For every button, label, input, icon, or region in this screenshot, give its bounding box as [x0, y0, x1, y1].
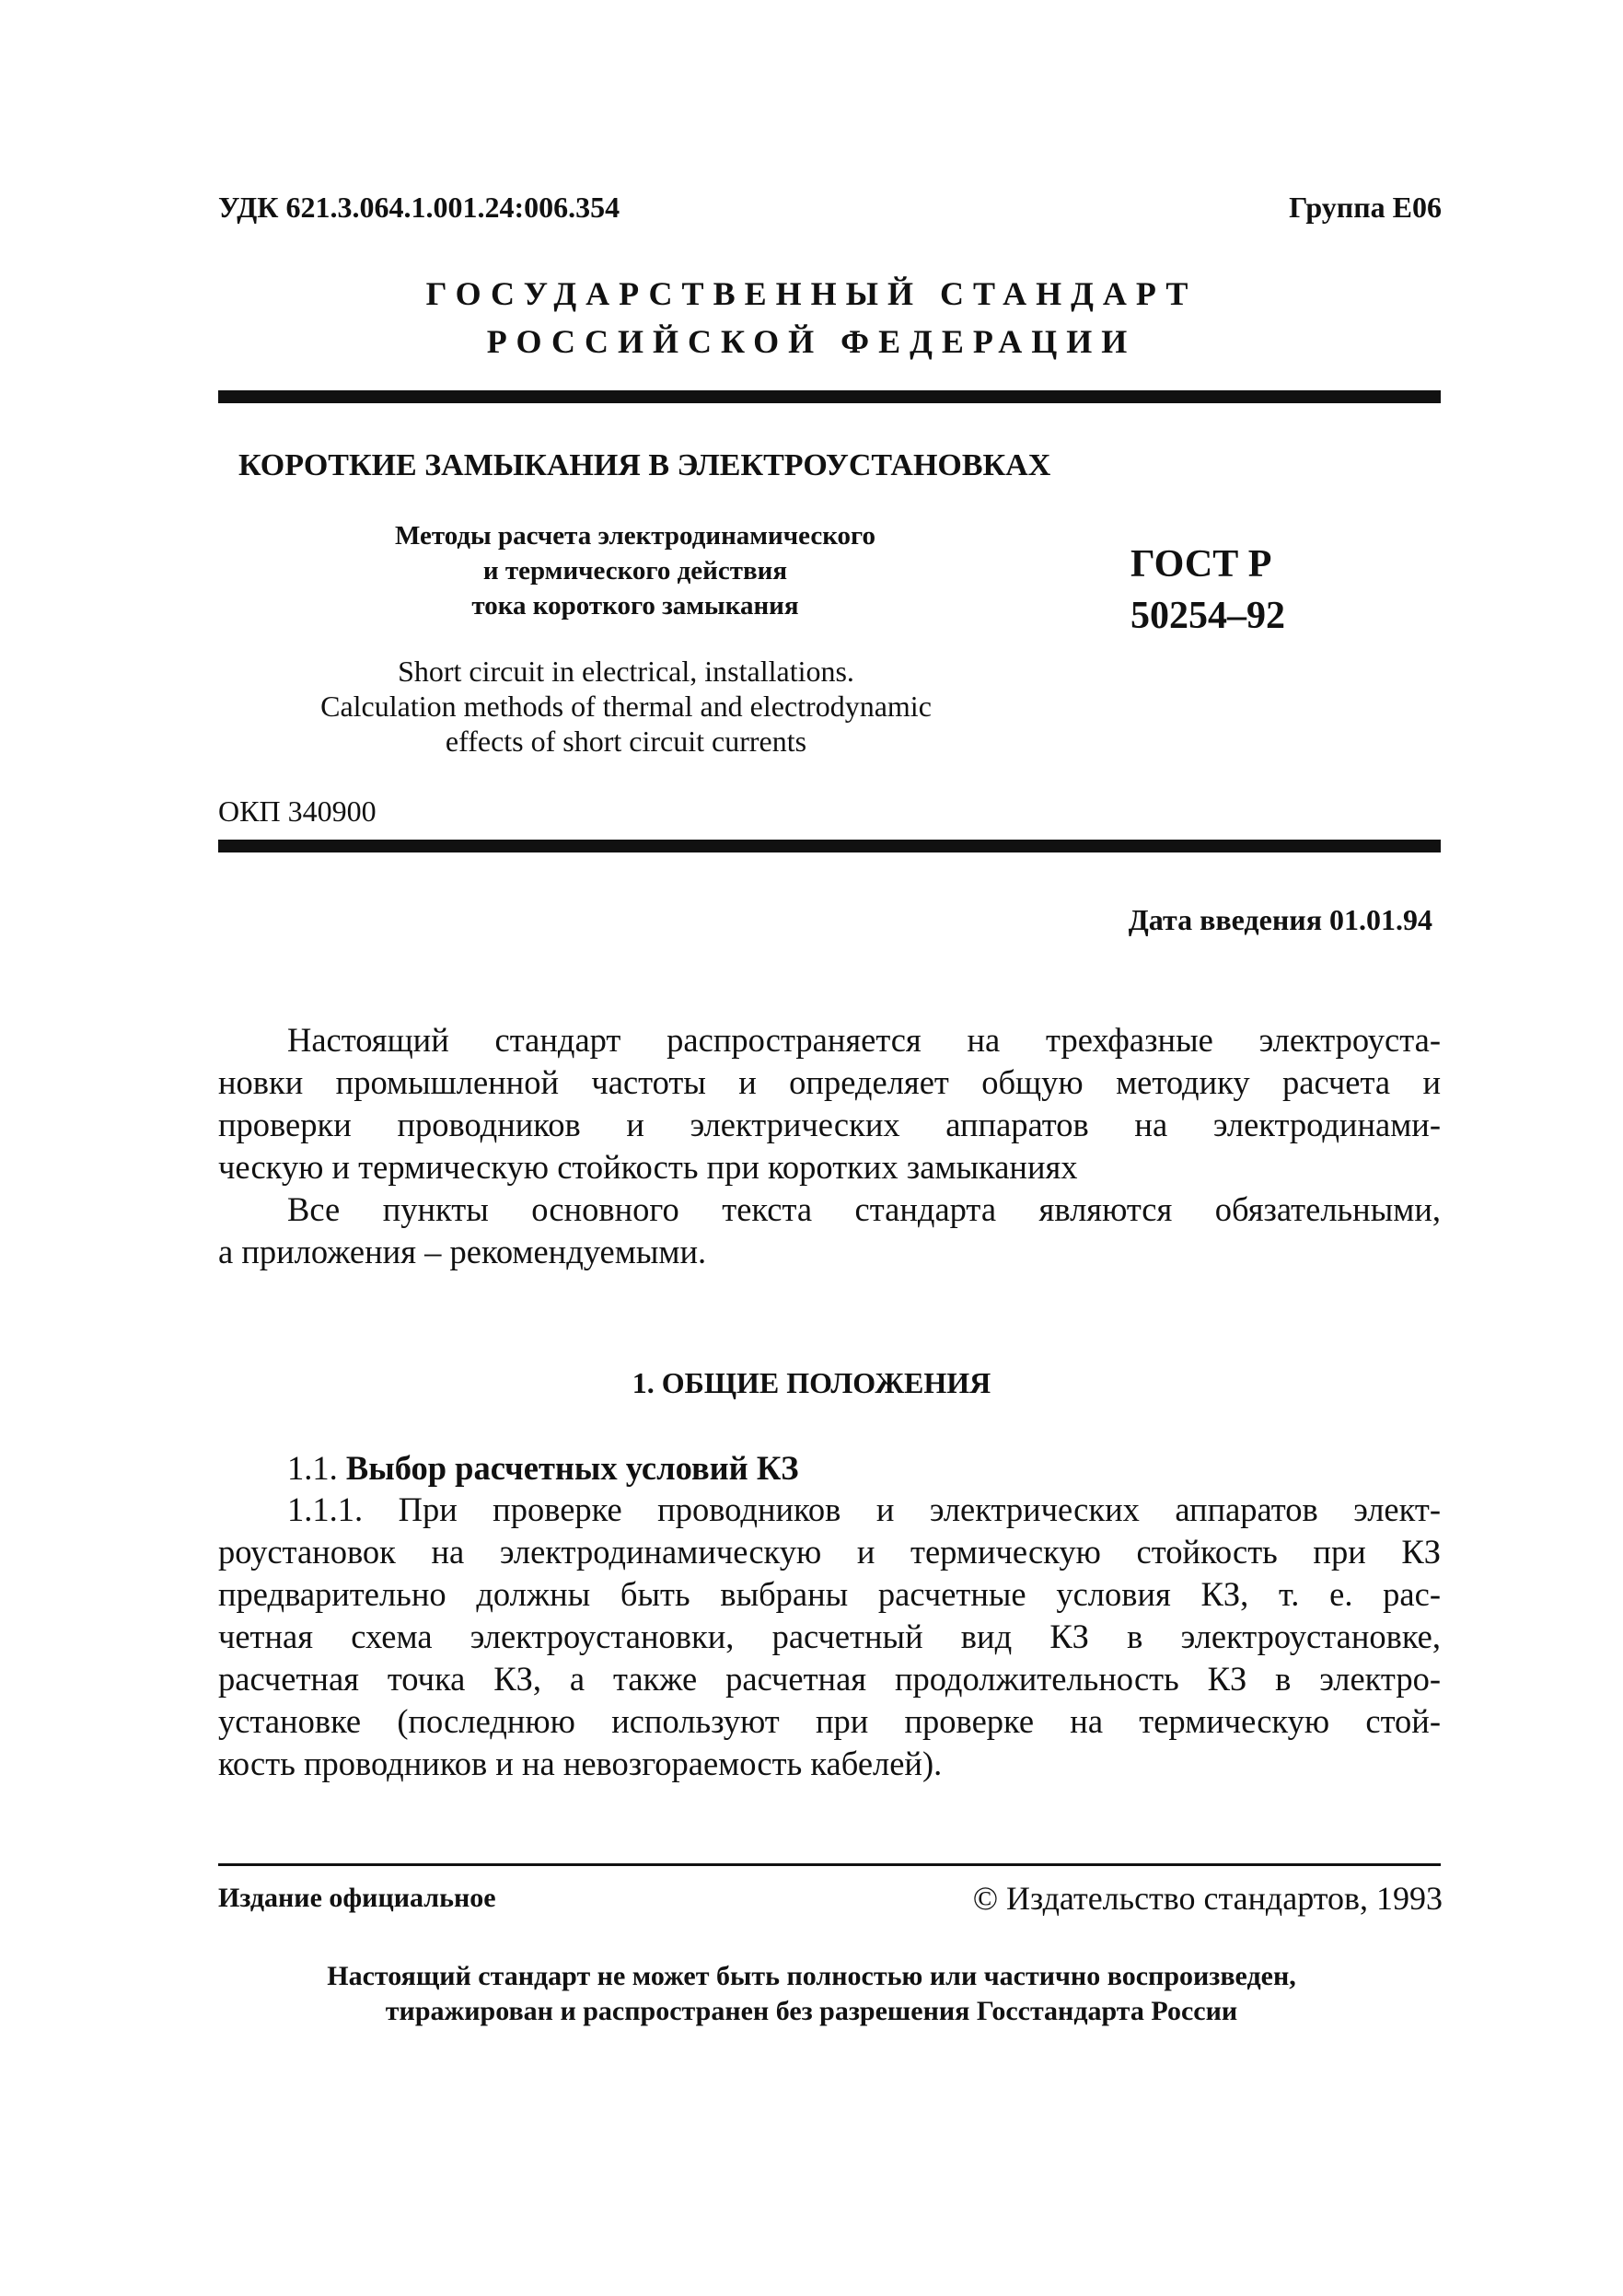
english-subtitle-line: Short circuit in electrical, installations.: [398, 655, 854, 688]
issuer-line-1: ГОСУДАРСТВЕННЫЙ СТАНДАРТ: [425, 275, 1198, 312]
paragraph-line: расчетная точка КЗ, а также расчетная продолжительность КЗ в электро-: [218, 1660, 1441, 1698]
paragraph-line: ческую и термическую стойкость при коротких замыканиях: [218, 1148, 1078, 1186]
okp-code: ОКП 340900: [218, 794, 377, 828]
clause-number: 1.1.: [287, 1449, 338, 1487]
english-subtitle-line: Calculation methods of thermal and electrodynamic: [320, 690, 932, 723]
copyright-notice: © Издательство стандартов, 1993: [972, 1880, 1443, 1917]
notice-line: Настоящий стандарт не может быть полностью или частично воспроизведен,: [327, 1961, 1296, 1991]
russian-subtitle: [276, 518, 994, 623]
reproduction-notice: [0, 1959, 1623, 2029]
top-divider-thick: [218, 390, 1441, 403]
paragraph-line: 1.1.1. При проверке проводников и электрических аппаратов элект-: [287, 1490, 1441, 1528]
notice-line: тиражирован и распространен без разрешения Госстандарта России: [385, 1996, 1238, 2026]
footer-divider: [218, 1863, 1441, 1866]
paragraph-line: Все пункты основного текста стандарта являются обязательными,: [287, 1190, 1441, 1228]
classification-group: Группа Е06: [1289, 191, 1442, 224]
clause-paragraph: [218, 1489, 1441, 1785]
udc-code: УДК 621.3.064.1.001.24:006.354: [218, 191, 620, 224]
section-heading: 1. ОБЩИЕ ПОЛОЖЕНИЯ: [632, 1366, 991, 1399]
paragraph-line: а приложения – рекомендуемыми.: [218, 1233, 707, 1270]
paragraph-line: установке (последнюю используют при проверке на термическую стой-: [218, 1702, 1441, 1740]
gost-label: ГОСТ Р: [1130, 543, 1272, 586]
scope-paragraph: [218, 1019, 1441, 1189]
clause-title: Выбор расчетных условий КЗ: [345, 1449, 799, 1487]
russian-subtitle-line: тока короткого замыкания: [471, 591, 799, 620]
paragraph-line: кость проводников и на невозгораемость кабелей).: [218, 1745, 943, 1782]
paragraph-line: четная схема электроустановки, расчетный вид КЗ в электроустановке,: [218, 1618, 1441, 1655]
document-title: КОРОТКИЕ ЗАМЫКАНИЯ В ЭЛЕКТРОУСТАНОВКАХ: [238, 448, 1051, 482]
header-divider-thick: [218, 840, 1441, 852]
applicability-paragraph: [218, 1189, 1441, 1273]
introduction-date: Дата введения 01.01.94: [1128, 903, 1432, 936]
gost-number: [1130, 539, 1285, 642]
official-edition-label: Издание официальное: [218, 1883, 496, 1913]
clause-heading: [287, 1448, 799, 1488]
english-subtitle: [221, 654, 1031, 759]
gost-code: 50254–92: [1130, 595, 1285, 637]
english-subtitle-line: effects of short circuit currents: [445, 725, 807, 758]
paragraph-line: проверки проводников и электрических аппаратов на электродинами-: [218, 1106, 1441, 1143]
paragraph-line: Настоящий стандарт распространяется на трехфазные электроуста-: [287, 1021, 1441, 1059]
russian-subtitle-line: и термического действия: [482, 556, 788, 586]
russian-subtitle-line: Методы расчета электродинамического: [395, 521, 875, 551]
issuer-line-2: РОССИЙСКОЙ ФЕДЕРАЦИИ: [486, 323, 1137, 360]
paragraph-line: предварительно должны быть выбраны расчетные условия КЗ, т. е. рас-: [218, 1575, 1441, 1613]
paragraph-line: роустановок на электродинамическую и термическую стойкость при КЗ: [218, 1533, 1441, 1571]
paragraph-line: новки промышленной частоты и определяет общую методику расчета и: [218, 1063, 1441, 1101]
